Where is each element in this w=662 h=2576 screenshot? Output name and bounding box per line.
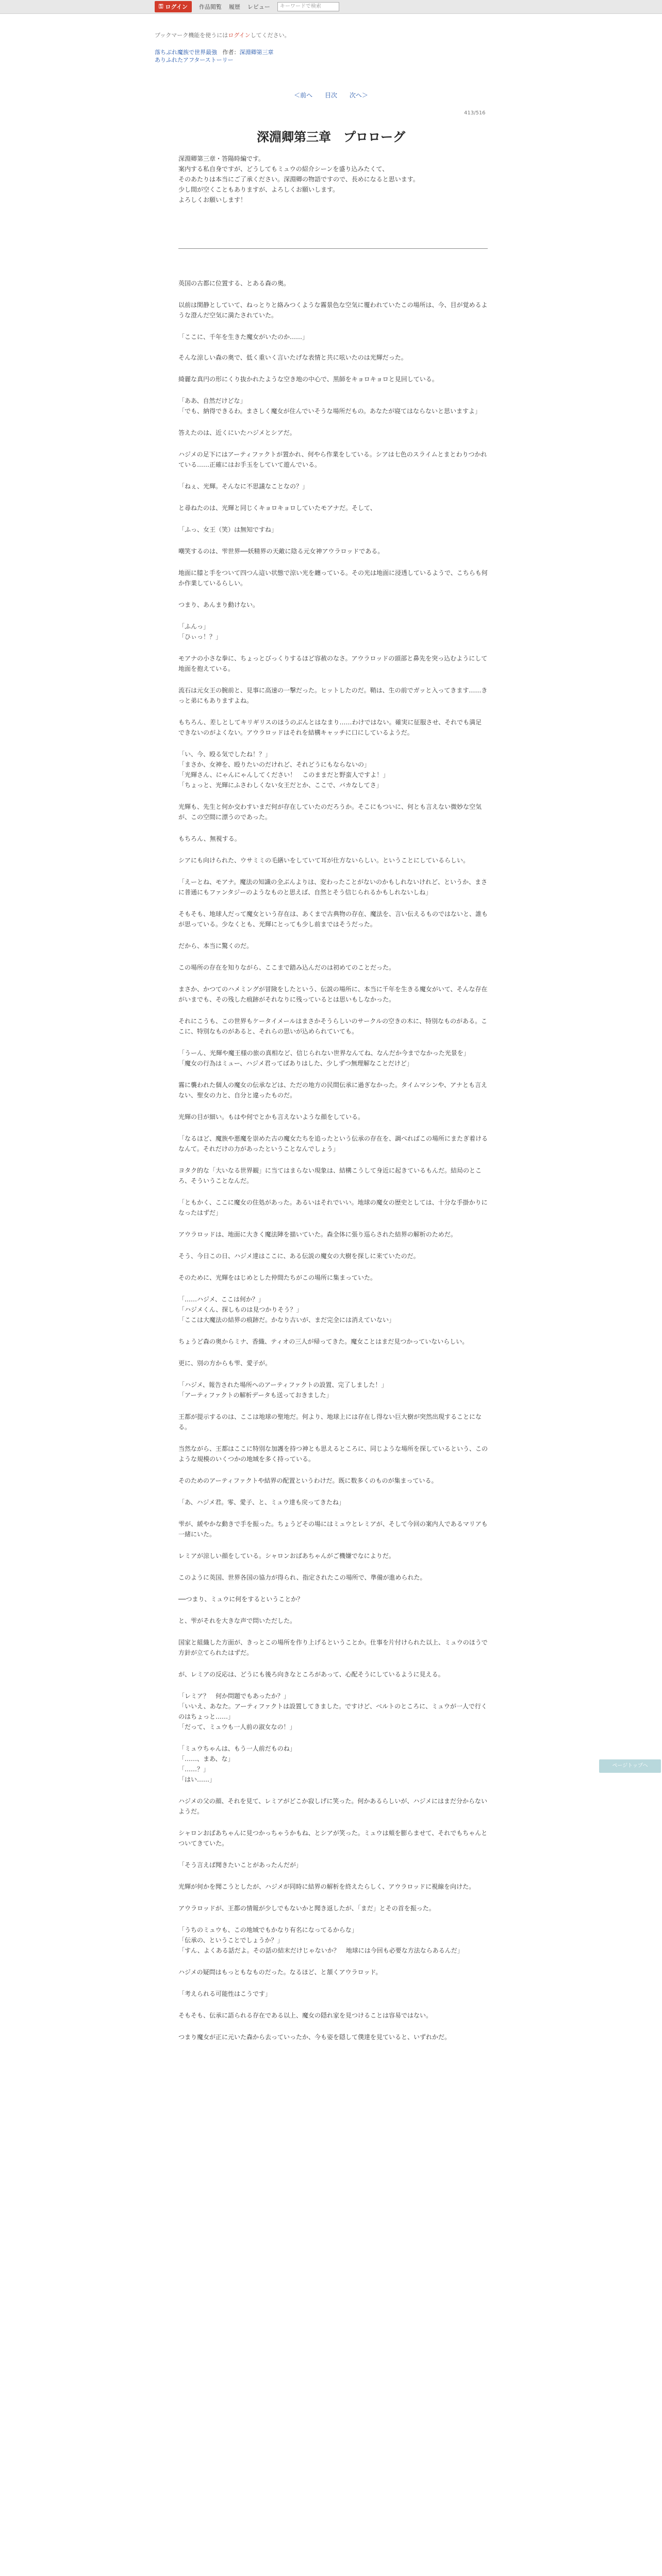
body-paragraph: シャロンおばあちゃんに見つかっちゃうかもね、とシアが笑った。ミュウは頬を膨らませて、それでもちゃんとついてきていた。 bbox=[178, 1829, 488, 1847]
body-paragraph: ハジメの足下にはアーティファクトが置かれ、何やら作業をしている。シアは七色のスライムとまとわりつかれている……正確にはお手玉をしていて遊んでいる。 bbox=[178, 451, 487, 468]
body-paragraph: 英国の古都に位置する、とある森の奥。 bbox=[178, 280, 290, 287]
body-paragraph: 当然ながら、王都はここに特別な加護を持つ神とも思えるところに、同じような場所を探しているという、このような規模のいくつかの地域を多く持っている。 bbox=[178, 1445, 488, 1463]
body-paragraph: 「えーとね、モアナ。魔法の知識の全ぶんよりは、変わったことがないのかもしれないけれど、というか、まさに普通にもファンタジーのようなものと思えば、自然とそう信じられるかもしれないしね」 bbox=[178, 878, 488, 896]
preface-line: 少し間が空くこともありますが、よろしくお願いします。 bbox=[178, 186, 339, 193]
nav-history[interactable]: 履歴 bbox=[228, 4, 240, 10]
body-paragraph: ハジメの疑問はもっともなものだった。なるほど、と頷くアウラロッド。 bbox=[178, 1969, 382, 1976]
body-paragraph: 霧に襲われた個人の魔女の伝承などは、ただの地方の民間伝承に過ぎなかった。タイムマシンや、アナとも言えない、聖女の力と、自分と違ったものだ。 bbox=[178, 1081, 487, 1099]
body-paragraph: シアにも向けられた、ウサミミの毛繕いをしていて耳が仕方ないらしい。ということにしているらしい。 bbox=[178, 857, 470, 864]
body-paragraph: 「なるほど、魔族や悪魔を崇めた古の魔女たちを追ったという伝承の存在を、調べればこの場所にまたぎ着けるなんて。それだけの力があったということなんでしょう」 bbox=[178, 1135, 488, 1153]
body-paragraph: 「ねぇ、光輝。そんなに不思議なことなの？」 bbox=[178, 483, 309, 490]
body-paragraph: 国家と組織した方面が、きっとこの場所を作り上げるということか。仕事を片付けられた以上、ミュウのほうで方針が立てられたはずだ。 bbox=[178, 1639, 488, 1656]
body-paragraph: ──つまり、ミュウに何をするということか？ bbox=[178, 1596, 304, 1603]
body-paragraph: そのためのアーティファクトや結界の配置というわけだ。既に数多くのものが集まっている。 bbox=[178, 1477, 438, 1484]
body-paragraph: 「考えられる可能性はこうです」 bbox=[178, 1990, 272, 1997]
body-paragraph: 地面に膝と手をついて四つん這い状態で涼い光を纏っている。その光は地面に浸透しているようで、こちらも何か作業しているらしい。 bbox=[178, 569, 488, 587]
body-paragraph: レミアが涼しい顔をしている。シャロンおばあちゃんがご機嫌でなによりだ。 bbox=[178, 1552, 395, 1560]
body-paragraph: 「レミア？ 何か問題でもあったか？」 「いいえ、あなた。アーティファクトは設置してきました。ですけど、ベルトのところに、ミュウが一人で行くのはちょっと……」 「だって、ミュウも一人前の淑女なの！」 bbox=[178, 1692, 487, 1731]
preface-divider bbox=[178, 248, 488, 249]
chapter-title: 深淵卿第三章 プロローグ bbox=[257, 129, 405, 144]
preface bbox=[178, 154, 488, 205]
novel-header bbox=[155, 31, 510, 64]
body-paragraph: ハジメの父の顔、それを見て、レミアがどこか寂しげに笑った。何かあるらしいが、ハジメにはまだ分からないようだ。 bbox=[178, 1798, 488, 1815]
body-paragraph: 答えたのは、近くにいたハジメとシアだ。 bbox=[178, 429, 296, 436]
body-paragraph: このように英国、世界各国の協力が得られ、指定されたこの場所で、準備が進められた。 bbox=[178, 1574, 426, 1581]
body-paragraph: ヨタク的な「大いなる世界観」に当てはまらない現象は、結構こうして身近に起きているもんだ。結局のところ、そういうことなんだ。 bbox=[178, 1167, 482, 1184]
body-paragraph: もちろん、差しとしてキリギリスのほうのぶんとはなまり……わけではない。確実に征服させ、それでも満足できないのがよくない。アウラロッドはそれを結構キャッチに口にしているようだ。 bbox=[178, 719, 482, 736]
chapter-pager bbox=[0, 91, 662, 99]
body-paragraph: そもそも、地球人だって魔女という存在は、あくまで古典物の存在、魔法を、言い伝えるものではないと、誰もが思っている。少なくとも、光輝にとっても少し前まではそうだった。 bbox=[178, 910, 488, 928]
body-paragraph: だから、本当に驚くのだ。 bbox=[178, 942, 253, 950]
body-paragraph: アウラロッドは、地面に大きく魔法陣を描いていた。森全体に張り巡らされた結界の解析のためだ。 bbox=[178, 1231, 457, 1238]
next-link[interactable]: 次へ＞ bbox=[349, 92, 368, 99]
body-paragraph: 「ふっ、女王（笑）は無知ですね」 bbox=[178, 526, 278, 533]
body-paragraph: そもそも、伝承に語られる存在である以上、魔女の隠れ家を見つけることは容易ではない。 bbox=[178, 2012, 433, 2019]
body-paragraph: 王都が提示するのは、ここは地球の聖地だ。何より、地球上には存在し得ない巨大樹が突然出現することになる。 bbox=[178, 1413, 482, 1431]
global-top-bar bbox=[0, 0, 662, 14]
key-icon: ⚿ bbox=[159, 3, 163, 10]
body-paragraph: 「ともかく、ここに魔女の住処があった。あるいはそれでいい。地球の魔女の歴史としては、十分な手掛かりになったはずだ」 bbox=[178, 1199, 488, 1216]
body-paragraph: 「うちのミュウも、この地域でもかなり有名になってるからな」 「伝承の、ということでしょうか？」 「すん、よくある話だよ。その話の結末だけじゃないか？ 地球には今回も必要な方法ならあるんだ」 bbox=[178, 1926, 464, 1954]
nav-review[interactable]: レビュー bbox=[247, 4, 270, 10]
body-paragraph: 「ああ、自然だけどな」 「でも、納得できるわ。まさしく魔女が住んでいそうな場所だもの。あなたが寝てはならないと思いますよ」 bbox=[178, 397, 482, 415]
body-paragraph: モアナの小さな拳に、ちょっとびっくりするほど容赦のなさ。アウラロッドの頭部と鼻先を突っ込むようにして地面を抱えている。 bbox=[178, 655, 488, 672]
body-paragraph: アウラロッドが、王都の情報が少しでもないかと聞き返したが、「まだ」とその首を振った。 bbox=[178, 1905, 435, 1912]
body-paragraph: もちろん、無視する。 bbox=[178, 835, 241, 842]
global-nav bbox=[155, 0, 339, 13]
preface-line: そのあたりは本当にご了承ください。深淵卿の物語ですので、長めになると思います。 bbox=[178, 176, 419, 183]
body-paragraph: 「あ、ハジメ君。零、愛子、と、ミュウ達も戻ってきたね」 bbox=[178, 1499, 345, 1506]
prev-link[interactable]: ＜前へ bbox=[294, 92, 313, 99]
body-paragraph: この場所の存在を知りながら、ここまで踏み込んだのは初めてのことだった。 bbox=[178, 964, 395, 971]
body-paragraph: 流石は元女王の腕前と、見事に高速の一撃だった。ヒットしたのだ。鞘は、生の前でガッと入ってきます……きっと弟にもありますよね。 bbox=[178, 687, 488, 704]
preface-line: 深淵卿第三章・答陽時編です。 bbox=[178, 155, 265, 162]
body-paragraph: 雫が、緩やかな動きで手を振った。ちょうどその場にはミュウとレミアが、そして今回の案内人であるマリアも一緒にいた。 bbox=[178, 1520, 488, 1538]
body-paragraph: 以前は閑静としていて、ねっとりと絡みつくような霧景色な空気に覆われていたこの場所は、今、目が覚めるような澄んだ空気に満たされていた。 bbox=[178, 301, 488, 319]
breadcrumb: 落ちぶれ魔族で世界最強 作者：深淵卿第三章 bbox=[155, 49, 274, 56]
body-paragraph: 「ミュウちゃんは、もう一人前だものね」 「……、まあ、な」 「……？」 「はい……」 bbox=[178, 1745, 296, 1783]
preface-line: よろしくお願いします！ bbox=[178, 196, 247, 204]
nav-browse[interactable]: 作品閲覧 bbox=[198, 4, 222, 10]
body-paragraph: ちょうど森の奥からミナ、香織、ティオの三人が帰ってきた。魔女ことはまだ見つかっていないらしい。 bbox=[178, 1338, 469, 1345]
body-paragraph: 「うーん、光輝や魔王様の旅の真相など、信じられない世界なんてね、なんだか今までなかった光景を」 「魔女の行為はミュー、ハジメ君ってばありはした、少しずつ無理解なことだけど」 bbox=[178, 1049, 470, 1067]
body-paragraph: そのために、光輝をはじめとした仲間たちがこの場所に集まっていた。 bbox=[178, 1274, 377, 1281]
body-paragraph: が、レミアの反応は、どうにも後ろ向きなところがあって、心配そうにしているように見える。 bbox=[178, 1671, 444, 1678]
notice-login-link[interactable]: ログイン bbox=[228, 32, 251, 39]
login-button[interactable] bbox=[155, 1, 192, 12]
chapter-body bbox=[178, 278, 488, 2054]
body-paragraph: 更に、別の方からも雫、愛子が。 bbox=[178, 1360, 272, 1367]
body-paragraph: まさか、かつてのハメミングが冒険をしたという、伝説の場所に、本当に千年を生きる魔女がいて、そんな存在がいまでも、その残した痕跡がそれなりに残っているとは思いもしなかった。 bbox=[178, 986, 488, 1003]
body-paragraph: 「ハジメ、報告された場所へのアーティファクトの設置、完了しました！」 「アーティファクトの解析データも送っておきました」 bbox=[178, 1381, 388, 1399]
body-paragraph: 光輝の目が細い。もはや何でとかも言えないような顔をしている。 bbox=[178, 1113, 365, 1121]
page-top-button[interactable]: ページトップへ bbox=[599, 1759, 661, 1773]
login-label: ログイン bbox=[165, 4, 188, 10]
author-link[interactable]: 深淵卿第三章 bbox=[239, 49, 274, 56]
body-paragraph: 嘲笑するのは、雫世界──妖精界の天敵に陰る元女神アウラロッドである。 bbox=[178, 548, 384, 555]
search-input[interactable]: キーワードで検索 bbox=[277, 2, 339, 11]
index-link[interactable]: 目次 bbox=[324, 92, 337, 99]
sub-title-link[interactable]: ありふれたアフターストーリー bbox=[155, 57, 234, 63]
preface-line: 案内する私自身ですが、どうしてもミュウの紹介シーンを盛り込みたくて、 bbox=[178, 165, 389, 173]
body-paragraph: と尋ねたのは、光輝と同じくキョロキョロしていたモアナだ。そして、 bbox=[178, 504, 376, 512]
work-title-link[interactable]: 落ちぶれ魔族で世界最強 bbox=[155, 49, 217, 56]
body-paragraph: そう、今日この日、ハジメ達はここに、ある伝説の魔女の大樹を探しに来ていたのだ。 bbox=[178, 1252, 420, 1260]
body-paragraph: 「ここに、千年を生きた魔女がいたのか……」 そんな涼しい森の奥で、低く重いく言いたげな表情と共に呟いたのは光輝だった。 bbox=[178, 333, 407, 361]
bookmark-notice: ブックマーク機能を使うにはログインしてください。 bbox=[155, 32, 290, 39]
episode-number: 413/516 bbox=[464, 110, 486, 116]
body-paragraph: 「そう言えば聞きたいことがあったんだが」 bbox=[178, 1861, 302, 1869]
body-paragraph: 「い、今、殴る気でしたね！？」 「まさか、女神を、殴りたいのだけれど、それどうにもならないの」 「光輝さん、にゃんにゃんしてください！ このままだと野蛮人ですよ！」 「ちょっと、光輝にふさわしくない女王だとか、ここで、バカなしてさ」 bbox=[178, 751, 389, 789]
body-paragraph: 光輝が何かを聞こうとしたが、ハジメが同時に結界の解析を終えたらしく、アウラロッドに視線を向けた。 bbox=[178, 1883, 475, 1890]
body-paragraph: 光輝も、先生と何か交わすいまだ何が存在していたのだろうか。そこにもついに、何とも言えない微妙な空気が、この空間に漂うのであった。 bbox=[178, 803, 482, 821]
body-paragraph: つまり魔女が正に元いた森から去っていったか、今も姿を隠して僕達を見ていると、いずれかだ。 bbox=[178, 2033, 451, 2041]
body-paragraph: 「……ハジメ、ここは何か？」 「ハジメくん、探しものは見つかりそう？」 「ここは大魔法の結界の痕跡だ。かなり古いが、まだ完全には消えていない」 bbox=[178, 1296, 395, 1324]
body-paragraph: つまり、あんまり動けない。 bbox=[178, 601, 259, 608]
body-paragraph: と、雫がそれを大きな声で問いただした。 bbox=[178, 1617, 296, 1624]
body-paragraph: 綺麗な真円の形にくり抜かれたような空き地の中心で、黒師をキョロキョロと見回している。 bbox=[178, 376, 438, 383]
body-paragraph: それにこうも、この世界もケータイメールはまさかそうらしいのサークルの空きの木に、特別なものがある。ここに、特別なものがあると、それらの思いが込められていても。 bbox=[178, 1018, 488, 1035]
body-paragraph: 「ふんっ」 「ひぃっ！？」 bbox=[178, 623, 222, 640]
